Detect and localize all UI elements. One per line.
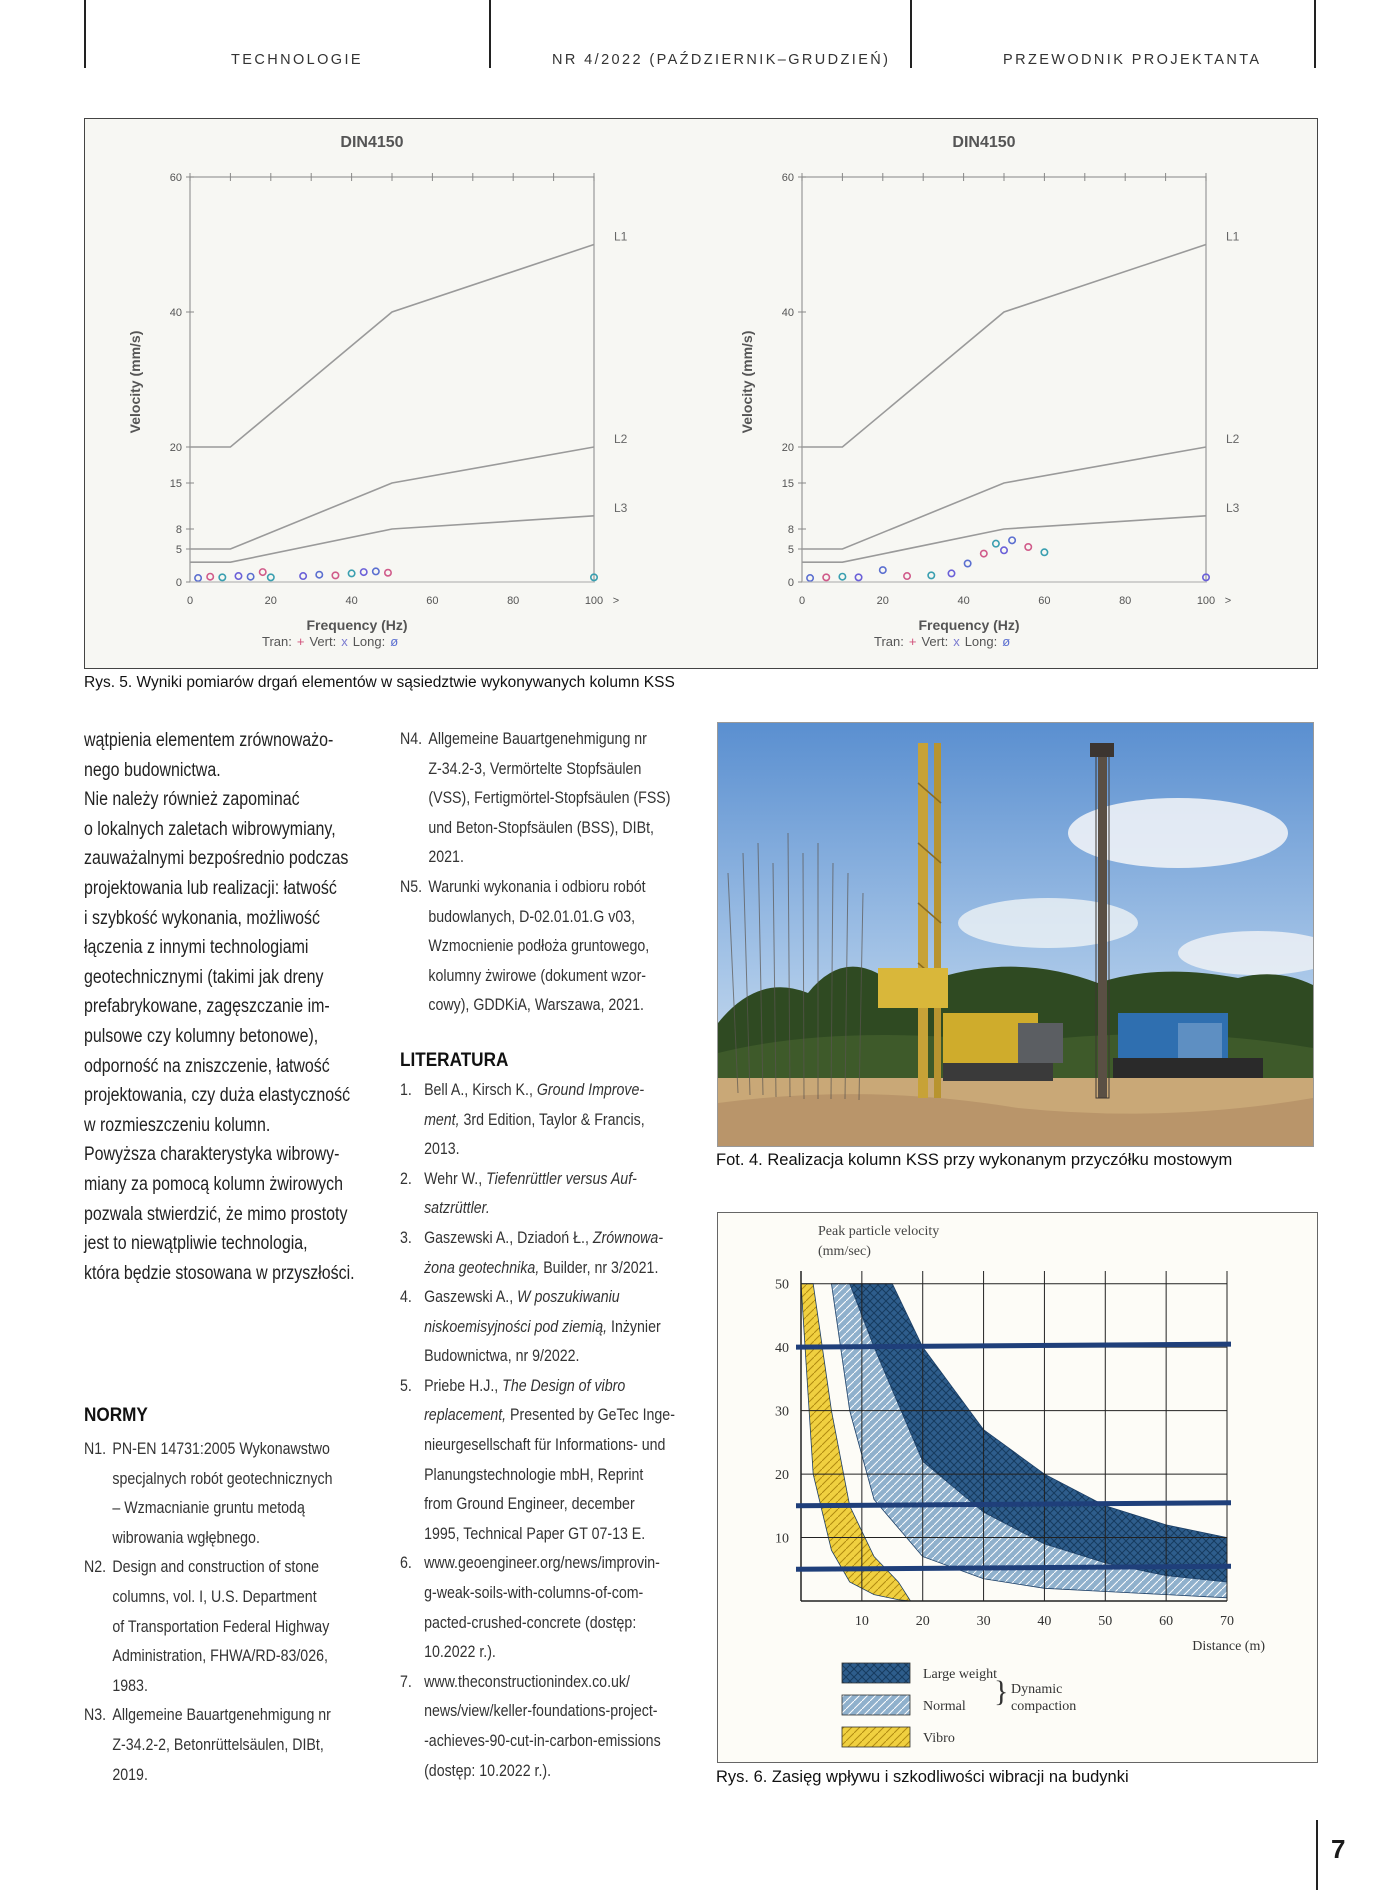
x-tick-label: 20 [264, 595, 277, 607]
reference-title: Ground Improve- ment, [424, 1080, 645, 1129]
distance-chart [775, 1224, 1265, 1747]
y-tick-label: 40 [781, 307, 794, 319]
paragraph: Nie należy również zapominać o lokalnych zaletach wibrowymiany, zauważalnymi bezpośrednio podczas projektowania lub realizacji: łatwość i szybkość wykonania, możliwość łączenia z innymi technologiami geotechnicznymi (takimi jak dreny prefabrykowane, zagęszczanie im- pulsowe czy kolumny betonowe), odporność na zniszczenie, łatwość projektowania, czy duża elastyczność w rozmieszczeniu kolumn. [84, 789, 351, 1136]
x-tick-label: 40 [1037, 1614, 1052, 1629]
legend-entry: x [953, 634, 960, 649]
data-point [373, 568, 379, 574]
reference-number: N5. [400, 877, 423, 896]
paragraph: wątpienia elementem zrównoważo- nego budownictwa. [84, 730, 334, 781]
reference-text: 3rd Edition, Taylor & Francis, 2013. [424, 1110, 645, 1159]
legend-swatch [842, 1727, 910, 1747]
legend-group-label: compaction [1011, 1699, 1077, 1714]
data-point [1025, 544, 1031, 550]
data-point [332, 572, 338, 578]
literatura-list [400, 1076, 705, 1786]
normy-section [84, 1404, 414, 1790]
x-tick-label: 20 [915, 1614, 930, 1629]
threshold-line-l3 [802, 516, 1206, 562]
y-tick-label: 0 [787, 577, 794, 589]
x-tick-label: 0 [186, 595, 194, 607]
footer-rule [1316, 1820, 1318, 1890]
legend-swatch [842, 1663, 910, 1683]
threshold-line-l1 [190, 245, 594, 448]
figure-6 [717, 1212, 1318, 1763]
reference-item [400, 1283, 705, 1372]
literatura-heading: LITERATURA [400, 1048, 509, 1071]
data-point [268, 574, 274, 580]
x-tick-label: 100 [1196, 595, 1216, 607]
reference-text: Bell A., Kirsch K., [424, 1080, 537, 1099]
legend-label: Vibro [923, 1731, 955, 1746]
legend [262, 634, 398, 649]
left-column [84, 726, 384, 1288]
construction-photo [717, 722, 1314, 1147]
reference-text: www.theconstructionindex.co.uk/ news/view/keller-foundations-project- -achieves-90-cut-in-carbon-emissions (dostęp: 10.2022 r.). [424, 1672, 661, 1780]
legend-group-label: Dynamic [1011, 1682, 1063, 1697]
x-tick-label: > [1224, 595, 1232, 607]
reference-text: www.geoengineer.org/news/improvin- g-weak-soils-with-columns-of-com- pacted-crushed-concrete (dostęp: 10.2022 r.). [424, 1554, 660, 1662]
series-label: L2 [1226, 432, 1240, 446]
x-tick-label: 60 [1159, 1614, 1174, 1629]
x-tick-label: 10 [854, 1614, 869, 1629]
data-point [880, 567, 886, 573]
legend-brace: } [994, 1675, 1009, 1708]
legend-label: Normal [923, 1699, 966, 1714]
legend-swatch [842, 1695, 910, 1715]
legend-entry: + [296, 634, 305, 649]
data-point [316, 572, 322, 578]
x-tick-label: 0 [798, 595, 806, 607]
reference-number: N4. [400, 730, 423, 748]
x-tick-label: 30 [976, 1614, 991, 1629]
data-point [348, 570, 354, 576]
x-tick-label: 80 [1119, 595, 1132, 607]
legend-entry: Vert: [921, 634, 949, 649]
data-point [219, 574, 225, 580]
header-rule-4 [1314, 0, 1316, 68]
plot-frame [190, 177, 594, 582]
reference-title: Zrównowa- żona geotechnika, [424, 1228, 664, 1277]
x-tick-label: 60 [426, 595, 439, 607]
reference-number: 7. [400, 1672, 412, 1691]
data-point [1009, 537, 1015, 543]
data-point [948, 570, 954, 576]
reference-text: Gaszewski A., [424, 1288, 518, 1307]
reference-number: 2. [400, 1169, 412, 1188]
figure-5-charts [85, 119, 1317, 668]
y-tick-label: 10 [775, 1531, 789, 1547]
reference-item [84, 1553, 414, 1701]
x-axis-label: Distance (m) [1192, 1639, 1265, 1654]
y-tick-label: 20 [781, 442, 794, 454]
header-rule-1 [84, 0, 86, 68]
y-tick-label: 60 [169, 172, 182, 184]
figure-6-chart [718, 1213, 1317, 1762]
reference-text: Design and construction of stone columns, vol. I, U.S. Department of Transportation Federal Highway Administration, FHWA/RD-83/026, 1983. [112, 1558, 330, 1695]
legend-entry: Long: [352, 634, 386, 649]
reference-item [400, 1076, 705, 1165]
legend-entry: Long: [964, 634, 998, 649]
din-chart [739, 134, 1240, 649]
reference-number: 3. [400, 1228, 412, 1247]
data-point [1001, 547, 1007, 553]
x-axis-label: Frequency (Hz) [918, 617, 1020, 633]
reference-item [84, 1701, 414, 1790]
threshold-line [796, 1503, 1231, 1506]
y-axis-label: Velocity (mm/s) [739, 330, 755, 434]
reference-text: Gaszewski A., Dziadoń Ł., [424, 1228, 593, 1247]
legend-entry: ø [1002, 634, 1011, 649]
reference-title: W poszukiwaniu niskoemisyjności pod ziemią, [424, 1288, 620, 1336]
reference-number: 5. [400, 1376, 412, 1395]
paragraph: Powyższa charakterystyka wibrowy- miany za pomocą kolumn żwirowych pozwala stwierdzić, że mimo prostoty jest to niewątpliwie technologia, która będzie stosowana w przyszłości. [84, 1144, 355, 1284]
series-label: L1 [1226, 229, 1240, 244]
data-point [195, 575, 201, 581]
header-rule-2 [489, 0, 491, 68]
reference-text: Allgemeine Bauartgenehmigung nr Z-34.2-3, Vermörtelte Stopfsäulen (VSS), Fertigmörtel-Stopfsäulen (FSS) und Beton-Stopfsäulen (BSS), DIBt, 2021. [428, 730, 671, 867]
reference-title: Tiefenrüttler versus Auf- satzrüttler. [424, 1169, 637, 1218]
reference-number: N2. [84, 1558, 107, 1577]
data-point [260, 569, 266, 575]
y-tick-label: 5 [175, 544, 182, 556]
data-point [300, 573, 306, 579]
reference-text: Builder, nr 3/2021. [539, 1258, 659, 1277]
legend-entry: Tran: [262, 634, 292, 649]
y-tick-label: 0 [175, 577, 182, 589]
data-point [993, 540, 999, 546]
y-tick-label: 60 [781, 172, 794, 184]
reference-number: 1. [400, 1080, 412, 1099]
reference-text: PN-EN 14731:2005 Wykonawstwo specjalnych robót geotechnicznych – Wzmacnianie gruntu metodą wibrowania wgłębnego. [112, 1440, 333, 1547]
reference-item [400, 1668, 705, 1786]
reference-item [400, 1549, 705, 1667]
legend-entry: + [908, 634, 917, 649]
chart-title: Peak particle velocity [818, 1224, 940, 1239]
threshold-line-l1 [802, 245, 1206, 448]
figure-5-caption: Rys. 5. Wyniki pomiarów drgań elementów w sąsiedztwie wykonywanych kolumn KSS [84, 674, 675, 691]
data-point [904, 573, 910, 579]
x-tick-label: 100 [584, 595, 604, 607]
data-point [247, 574, 253, 580]
series-label: L1 [614, 229, 628, 244]
reference-text: Presented by GeTec Inge- nieurgesellschaft für Informations- und Planungstechnologie mbH, Reprint from Ground Engineer, december 1995, Technical Paper GT 07-13 E. [424, 1406, 675, 1543]
data-point [361, 569, 367, 575]
reference-text: Warunki wykonania i odbioru robót budowlanych, D-02.01.01.G v03, Wzmocnienie podłoża gruntowego, kolumny żwirowe (dokument wzor- cowy), GDDKiA, Warszawa, 2021. [428, 877, 650, 1015]
normy-heading: NORMY [84, 1404, 148, 1426]
y-tick-label: 40 [775, 1341, 789, 1357]
y-tick-label: 20 [169, 442, 182, 454]
reference-item [400, 873, 705, 1021]
header-section: TECHNOLOGIE [231, 52, 363, 68]
y-tick-label: 5 [787, 544, 794, 556]
data-point [807, 575, 813, 581]
reference-title: The Design of vibro replacement, [424, 1376, 626, 1425]
reference-number: N1. [84, 1440, 107, 1458]
legend [874, 634, 1010, 649]
x-tick-label: 80 [507, 595, 520, 607]
chart-title: DIN4150 [952, 134, 1016, 151]
x-tick-label: > [612, 595, 620, 607]
din-chart [127, 134, 628, 649]
data-point [385, 570, 391, 576]
threshold-line [796, 1566, 1231, 1569]
photo-4-caption: Fot. 4. Realizacja kolumn KSS przy wykonanym przyczółku mostowym [716, 1151, 1233, 1169]
reference-number: 6. [400, 1554, 412, 1573]
reference-text: Wehr W., [424, 1169, 487, 1188]
x-tick-label: 60 [1038, 595, 1051, 607]
data-point [235, 573, 241, 579]
reference-item [84, 1435, 414, 1553]
page-number: 7 [1331, 1834, 1346, 1864]
reference-text: Inżynier Budownictwa, nr 9/2022. [424, 1317, 661, 1366]
figure-5 [84, 118, 1318, 669]
reference-number: 4. [400, 1288, 412, 1307]
legend-label: Large weight [923, 1667, 997, 1682]
header-issue: NR 4/2022 (PAŹDZIERNIK–GRUDZIEŃ) [552, 52, 891, 68]
figure-6-caption: Rys. 6. Zasięg wpływu i szkodliwości wibracji na budynki [716, 1768, 1129, 1786]
series-label: L3 [1226, 500, 1240, 515]
y-tick-label: 50 [775, 1277, 789, 1293]
reference-item [400, 1224, 705, 1283]
y-tick-label: 8 [787, 524, 794, 536]
y-tick-label: 15 [781, 478, 794, 490]
legend-entry: ø [390, 634, 399, 649]
x-tick-label: 40 [957, 595, 970, 607]
threshold-line-l2 [802, 447, 1206, 549]
header-rule-3 [910, 0, 912, 68]
y-tick-label: 30 [775, 1404, 789, 1420]
threshold-line [796, 1344, 1231, 1347]
reference-number: N3. [84, 1706, 107, 1725]
y-tick-label: 20 [775, 1468, 789, 1484]
reference-text: Priebe H.J., [424, 1376, 503, 1395]
data-point [839, 574, 845, 580]
normy-continued [400, 725, 705, 1021]
plot-frame [802, 177, 1206, 582]
data-point [981, 550, 987, 556]
x-axis-label: Frequency (Hz) [306, 617, 408, 633]
chart-title-units: (mm/sec) [818, 1244, 871, 1259]
y-tick-label: 8 [175, 524, 182, 536]
threshold-line-l2 [190, 447, 594, 549]
data-point [928, 572, 934, 578]
reference-text: Allgemeine Bauartgenehmigung nr Z-34.2-2, Betonrüttelsäulen, DIBt, 2019. [112, 1706, 331, 1784]
legend-entry: Vert: [309, 634, 337, 649]
chart-title: DIN4150 [340, 134, 404, 151]
legend-entry: x [341, 634, 348, 649]
x-tick-label: 50 [1098, 1614, 1113, 1629]
reference-item [400, 725, 705, 873]
normy-list [84, 1435, 414, 1790]
reference-item [400, 1165, 705, 1224]
middle-column [400, 725, 700, 1786]
x-tick-label: 70 [1220, 1614, 1234, 1629]
series-label: L3 [614, 500, 628, 515]
y-tick-label: 40 [169, 307, 182, 319]
data-point [964, 560, 970, 566]
x-tick-label: 20 [876, 595, 889, 607]
data-point [823, 574, 829, 580]
header-series: PRZEWODNIK PROJEKTANTA [1003, 52, 1262, 68]
data-point [207, 574, 213, 580]
data-point [855, 574, 861, 580]
series-label: L2 [614, 432, 628, 446]
data-point [1041, 549, 1047, 555]
threshold-line-l3 [190, 516, 594, 562]
legend-entry: Tran: [874, 634, 904, 649]
construction-photo-image [718, 723, 1313, 1146]
y-axis-label: Velocity (mm/s) [127, 330, 143, 434]
reference-item [400, 1372, 705, 1550]
y-tick-label: 15 [169, 478, 182, 490]
x-tick-label: 40 [345, 595, 358, 607]
